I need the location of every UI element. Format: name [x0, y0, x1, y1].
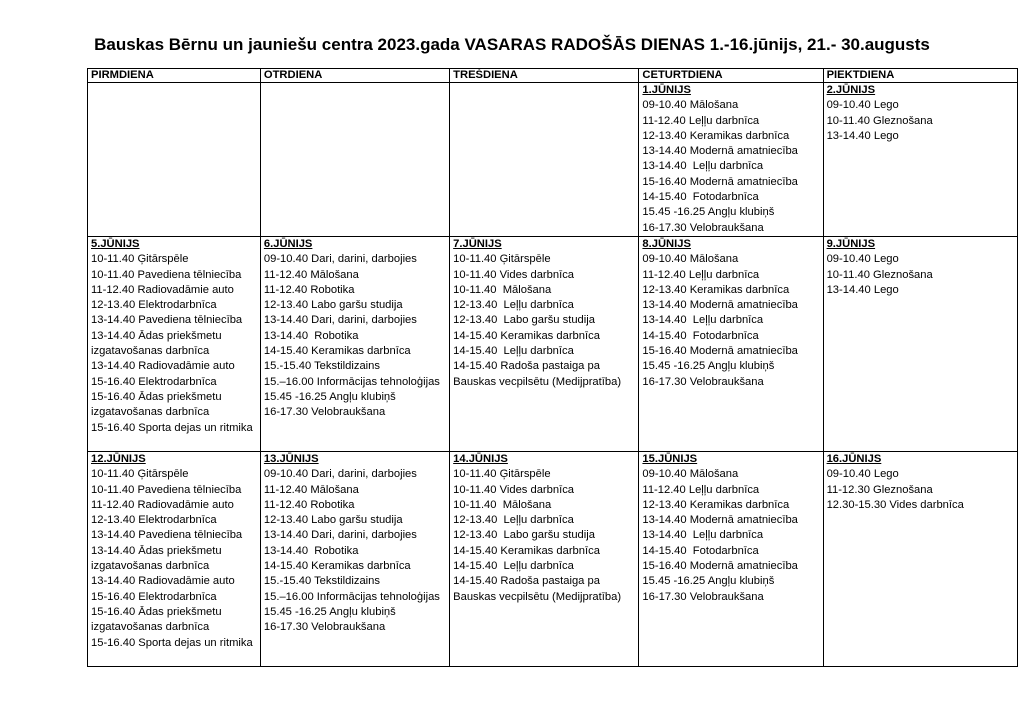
activity-item: 15.45 -16.25 Angļu klubiņš: [642, 360, 775, 373]
activity-item: 15-16.40 Modernā amatniecība: [642, 175, 798, 188]
activity-item: 13-14.40 Modernā amatniecība: [642, 145, 798, 158]
activity-item: 15.45 -16.25 Angļu klubiņš: [642, 575, 775, 588]
activity-item: 15.–16.00 Informācijas tehnoloģijas: [263, 590, 440, 603]
activity-item: 14-15.40 Keramikas darbnīca: [263, 560, 411, 573]
day-date: 7.JŪNIJS: [453, 238, 502, 250]
week-row: [88, 237, 1018, 452]
day-cell-tuesday: [260, 452, 449, 667]
activity-item: 10-11.40 Pavediena tēlniecība: [91, 268, 242, 281]
page-title: Bauskas Bērnu un jauniešu centra 2023.gada VASARAS RADOŠĀS DIENAS 1.-16.jūnijs, 21.- 30.augusts: [94, 35, 930, 54]
activity-item: 15-16.40 Sporta dejas un ritmika: [91, 636, 253, 649]
activity-item: 15.45 -16.25 Angļu klubiņš: [642, 206, 775, 219]
activity-item: 14-15.40 Radoša pastaiga pa Bauskas vecpilsētu (Medijpratība): [453, 575, 622, 603]
activity-item: 09-10.40 Mālošana: [642, 253, 739, 266]
activity-item: 09-10.40 Lego: [826, 99, 899, 112]
activity-item: 11-12.40 Leļļu darbnīca: [642, 114, 760, 127]
activity-item: 13-14.40 Lego: [826, 129, 899, 142]
day-cell-monday: [88, 452, 261, 667]
activity-item: 16-17.30 Velobraukšana: [263, 621, 386, 634]
day-cell-friday: [823, 83, 1017, 237]
day-date: 6.JŪNIJS: [263, 238, 313, 250]
day-cell-wednesday: [450, 452, 639, 667]
activity-item: 13-14.40 Ādas priekšmetu izgatavošanas darbnīca: [91, 329, 225, 358]
header-friday: PIEKTDIENA: [823, 69, 1017, 83]
activity-item: 12-13.40 Keramikas darbnīca: [642, 129, 790, 142]
activity-item: 13-14.40 Ādas priekšmetu izgatavošanas darbnīca: [91, 544, 225, 573]
schedule-table: [87, 68, 1018, 667]
activity-item: 12-13.40 Keramikas darbnīca: [642, 498, 790, 511]
activity-item: 10-11.40 Ģitārspēle: [453, 253, 551, 266]
activity-item: 10-11.40 Gleznošana: [826, 114, 933, 127]
day-cell-tuesday: [260, 83, 449, 237]
day-date: 8.JŪNIJS: [642, 238, 691, 250]
activity-item: 10-11.40 Ģitārspēle: [91, 253, 189, 266]
activity-item: 13-14.40 Pavediena tēlniecība: [91, 314, 243, 327]
activity-item: 14-15.40 Fotodarbnīca: [642, 329, 759, 342]
activity-item: 15-16.40 Ādas priekšmetu izgatavošanas darbnīca: [91, 605, 225, 634]
header-tuesday: OTRDIENA: [260, 69, 449, 83]
activity-item: 15.-15.40 Tekstildizains: [263, 360, 380, 373]
activity-item: 13-14.40 Modernā amatniecība: [642, 514, 798, 527]
activity-item: 11-12.40 Radiovadāmie auto: [91, 283, 234, 296]
header-row: [88, 69, 1018, 83]
activity-item: 09-10.40 Dari, darini, darbojies: [263, 253, 417, 266]
activity-item: 12-13.40 Elektrodarbnīca: [91, 514, 217, 527]
day-cell-thursday: [639, 452, 823, 667]
activity-item: 11-12.40 Robotika: [263, 283, 355, 296]
activity-item: 13-14.40 Leļļu darbnīca: [642, 529, 764, 542]
day-date: 1.JŪNIJS: [642, 84, 691, 96]
activity-item: 13-14.40 Leļļu darbnīca: [642, 160, 764, 173]
day-date: 12.JŪNIJS: [91, 453, 146, 465]
activity-item: 10-11.40 Mālošana: [453, 283, 552, 296]
activity-item: 14-15.40 Radoša pastaiga pa Bauskas vecpilsētu (Medijpratība): [453, 360, 622, 388]
activity-item: 11-12.30 Gleznošana: [826, 483, 933, 496]
activity-item: 13-14.40 Dari, darini, darbojies: [263, 314, 417, 327]
activity-item: 13-14.40 Leļļu darbnīca: [642, 314, 764, 327]
activity-item: 10-11.40 Mālošana: [453, 498, 552, 511]
activity-item: 12.30-15.30 Vides darbnīca: [826, 498, 964, 511]
activity-item: 14-15.40 Leļļu darbnīca: [453, 345, 574, 358]
day-cell-wednesday: [450, 83, 639, 237]
activity-item: 09-10.40 Mālošana: [642, 468, 739, 481]
activity-item: 12-13.40 Labo garšu studija: [453, 529, 595, 542]
header-thursday: CETURTDIENA: [639, 69, 823, 83]
week-row: [88, 452, 1018, 667]
activity-item: 12-13.40 Labo garšu studija: [263, 514, 403, 527]
activity-item: 15-16.40 Modernā amatniecība: [642, 345, 798, 358]
activity-item: 13-14.40 Dari, darini, darbojies: [263, 529, 417, 542]
day-date: 14.JŪNIJS: [453, 453, 508, 465]
activity-item: 15.–16.00 Informācijas tehnoloģijas: [263, 375, 440, 388]
activity-item: 14-15.40 Keramikas darbnīca: [453, 329, 600, 342]
activity-item: 12-13.40 Labo garšu studija: [453, 314, 595, 327]
activity-item: 14-15.40 Keramikas darbnīca: [263, 345, 411, 358]
activity-item: 11-12.40 Mālošana: [263, 483, 359, 496]
activity-item: 13-14.40 Robotika: [263, 329, 359, 342]
header-wednesday: TREŠDIENA: [450, 69, 639, 83]
day-date: 9.JŪNIJS: [826, 238, 876, 250]
activity-item: 15-16.40 Ādas priekšmetu izgatavošanas darbnīca: [91, 390, 225, 419]
day-cell-tuesday: [260, 237, 449, 452]
activity-item: 14-15.40 Leļļu darbnīca: [453, 560, 574, 573]
activity-item: 09-10.40 Mālošana: [642, 99, 739, 112]
activity-item: 16-17.30 Velobraukšana: [263, 406, 386, 419]
activity-item: 15.45 -16.25 Angļu klubiņš: [263, 390, 396, 403]
activity-item: 13-14.40 Lego: [826, 283, 899, 296]
activity-item: 11-12.40 Mālošana: [263, 268, 359, 281]
activity-item: 12-13.40 Keramikas darbnīca: [642, 283, 790, 296]
activity-item: 15.-15.40 Tekstildizains: [263, 575, 380, 588]
activity-item: 14-15.40 Fotodarbnīca: [642, 191, 759, 204]
activity-item: 15-16.40 Elektrodarbnīca: [91, 590, 217, 603]
activity-item: 12-13.40 Elektrodarbnīca: [91, 299, 217, 312]
day-date: 15.JŪNIJS: [642, 453, 698, 465]
day-cell-thursday: [639, 83, 823, 237]
activity-item: 15-16.40 Elektrodarbnīca: [91, 375, 217, 388]
activity-item: 09-10.40 Lego: [826, 468, 899, 481]
week-row: [88, 83, 1018, 237]
activity-item: 10-11.40 Gleznošana: [826, 268, 933, 281]
activity-item: 15-16.40 Sporta dejas un ritmika: [91, 421, 253, 434]
activity-item: 10-11.40 Ģitārspēle: [91, 468, 189, 481]
activity-item: 09-10.40 Lego: [826, 253, 899, 266]
activity-item: 10-11.40 Ģitārspēle: [453, 468, 551, 481]
activity-item: 11-12.40 Robotika: [263, 498, 355, 511]
day-cell-monday: [88, 237, 261, 452]
activity-item: 16-17.30 Velobraukšana: [642, 590, 764, 603]
activity-item: 14-15.40 Fotodarbnīca: [642, 544, 759, 557]
activity-item: 10-11.40 Pavediena tēlniecība: [91, 483, 242, 496]
activity-item: 15.45 -16.25 Angļu klubiņš: [263, 605, 396, 618]
activity-item: 11-12.40 Leļļu darbnīca: [642, 483, 760, 496]
activity-item: 11-12.40 Leļļu darbnīca: [642, 268, 760, 281]
activity-item: 13-14.40 Pavediena tēlniecība: [91, 529, 243, 542]
activity-item: 13-14.40 Robotika: [263, 544, 359, 557]
day-cell-thursday: [639, 237, 823, 452]
activity-item: 16-17.30 Velobraukšana: [642, 375, 764, 388]
day-date: 5.JŪNIJS: [91, 238, 140, 250]
day-date: 13.JŪNIJS: [263, 453, 319, 465]
activity-item: 16-17.30 Velobraukšana: [642, 221, 764, 234]
activity-item: 13-14.40 Radiovadāmie auto: [91, 360, 235, 373]
day-cell-monday: [88, 83, 261, 237]
header-monday: PIRMDIENA: [88, 69, 261, 83]
activity-item: 12-13.40 Labo garšu studija: [263, 299, 403, 312]
activity-item: 12-13.40 Leļļu darbnīca: [453, 299, 574, 312]
day-cell-friday: [823, 452, 1017, 667]
day-cell-friday: [823, 237, 1017, 452]
day-date: 16.JŪNIJS: [826, 453, 882, 465]
day-cell-wednesday: [450, 237, 639, 452]
activity-item: 15-16.40 Modernā amatniecība: [642, 560, 798, 573]
activity-item: 11-12.40 Radiovadāmie auto: [91, 498, 234, 511]
activity-item: 10-11.40 Vides darbnīca: [453, 483, 575, 496]
activity-item: 14-15.40 Keramikas darbnīca: [453, 544, 600, 557]
activity-item: 13-14.40 Modernā amatniecība: [642, 299, 798, 312]
day-date: 2.JŪNIJS: [826, 84, 876, 96]
activity-item: 12-13.40 Leļļu darbnīca: [453, 514, 574, 527]
activity-item: 10-11.40 Vides darbnīca: [453, 268, 575, 281]
activity-item: 13-14.40 Radiovadāmie auto: [91, 575, 235, 588]
activity-item: 09-10.40 Dari, darini, darbojies: [263, 468, 417, 481]
